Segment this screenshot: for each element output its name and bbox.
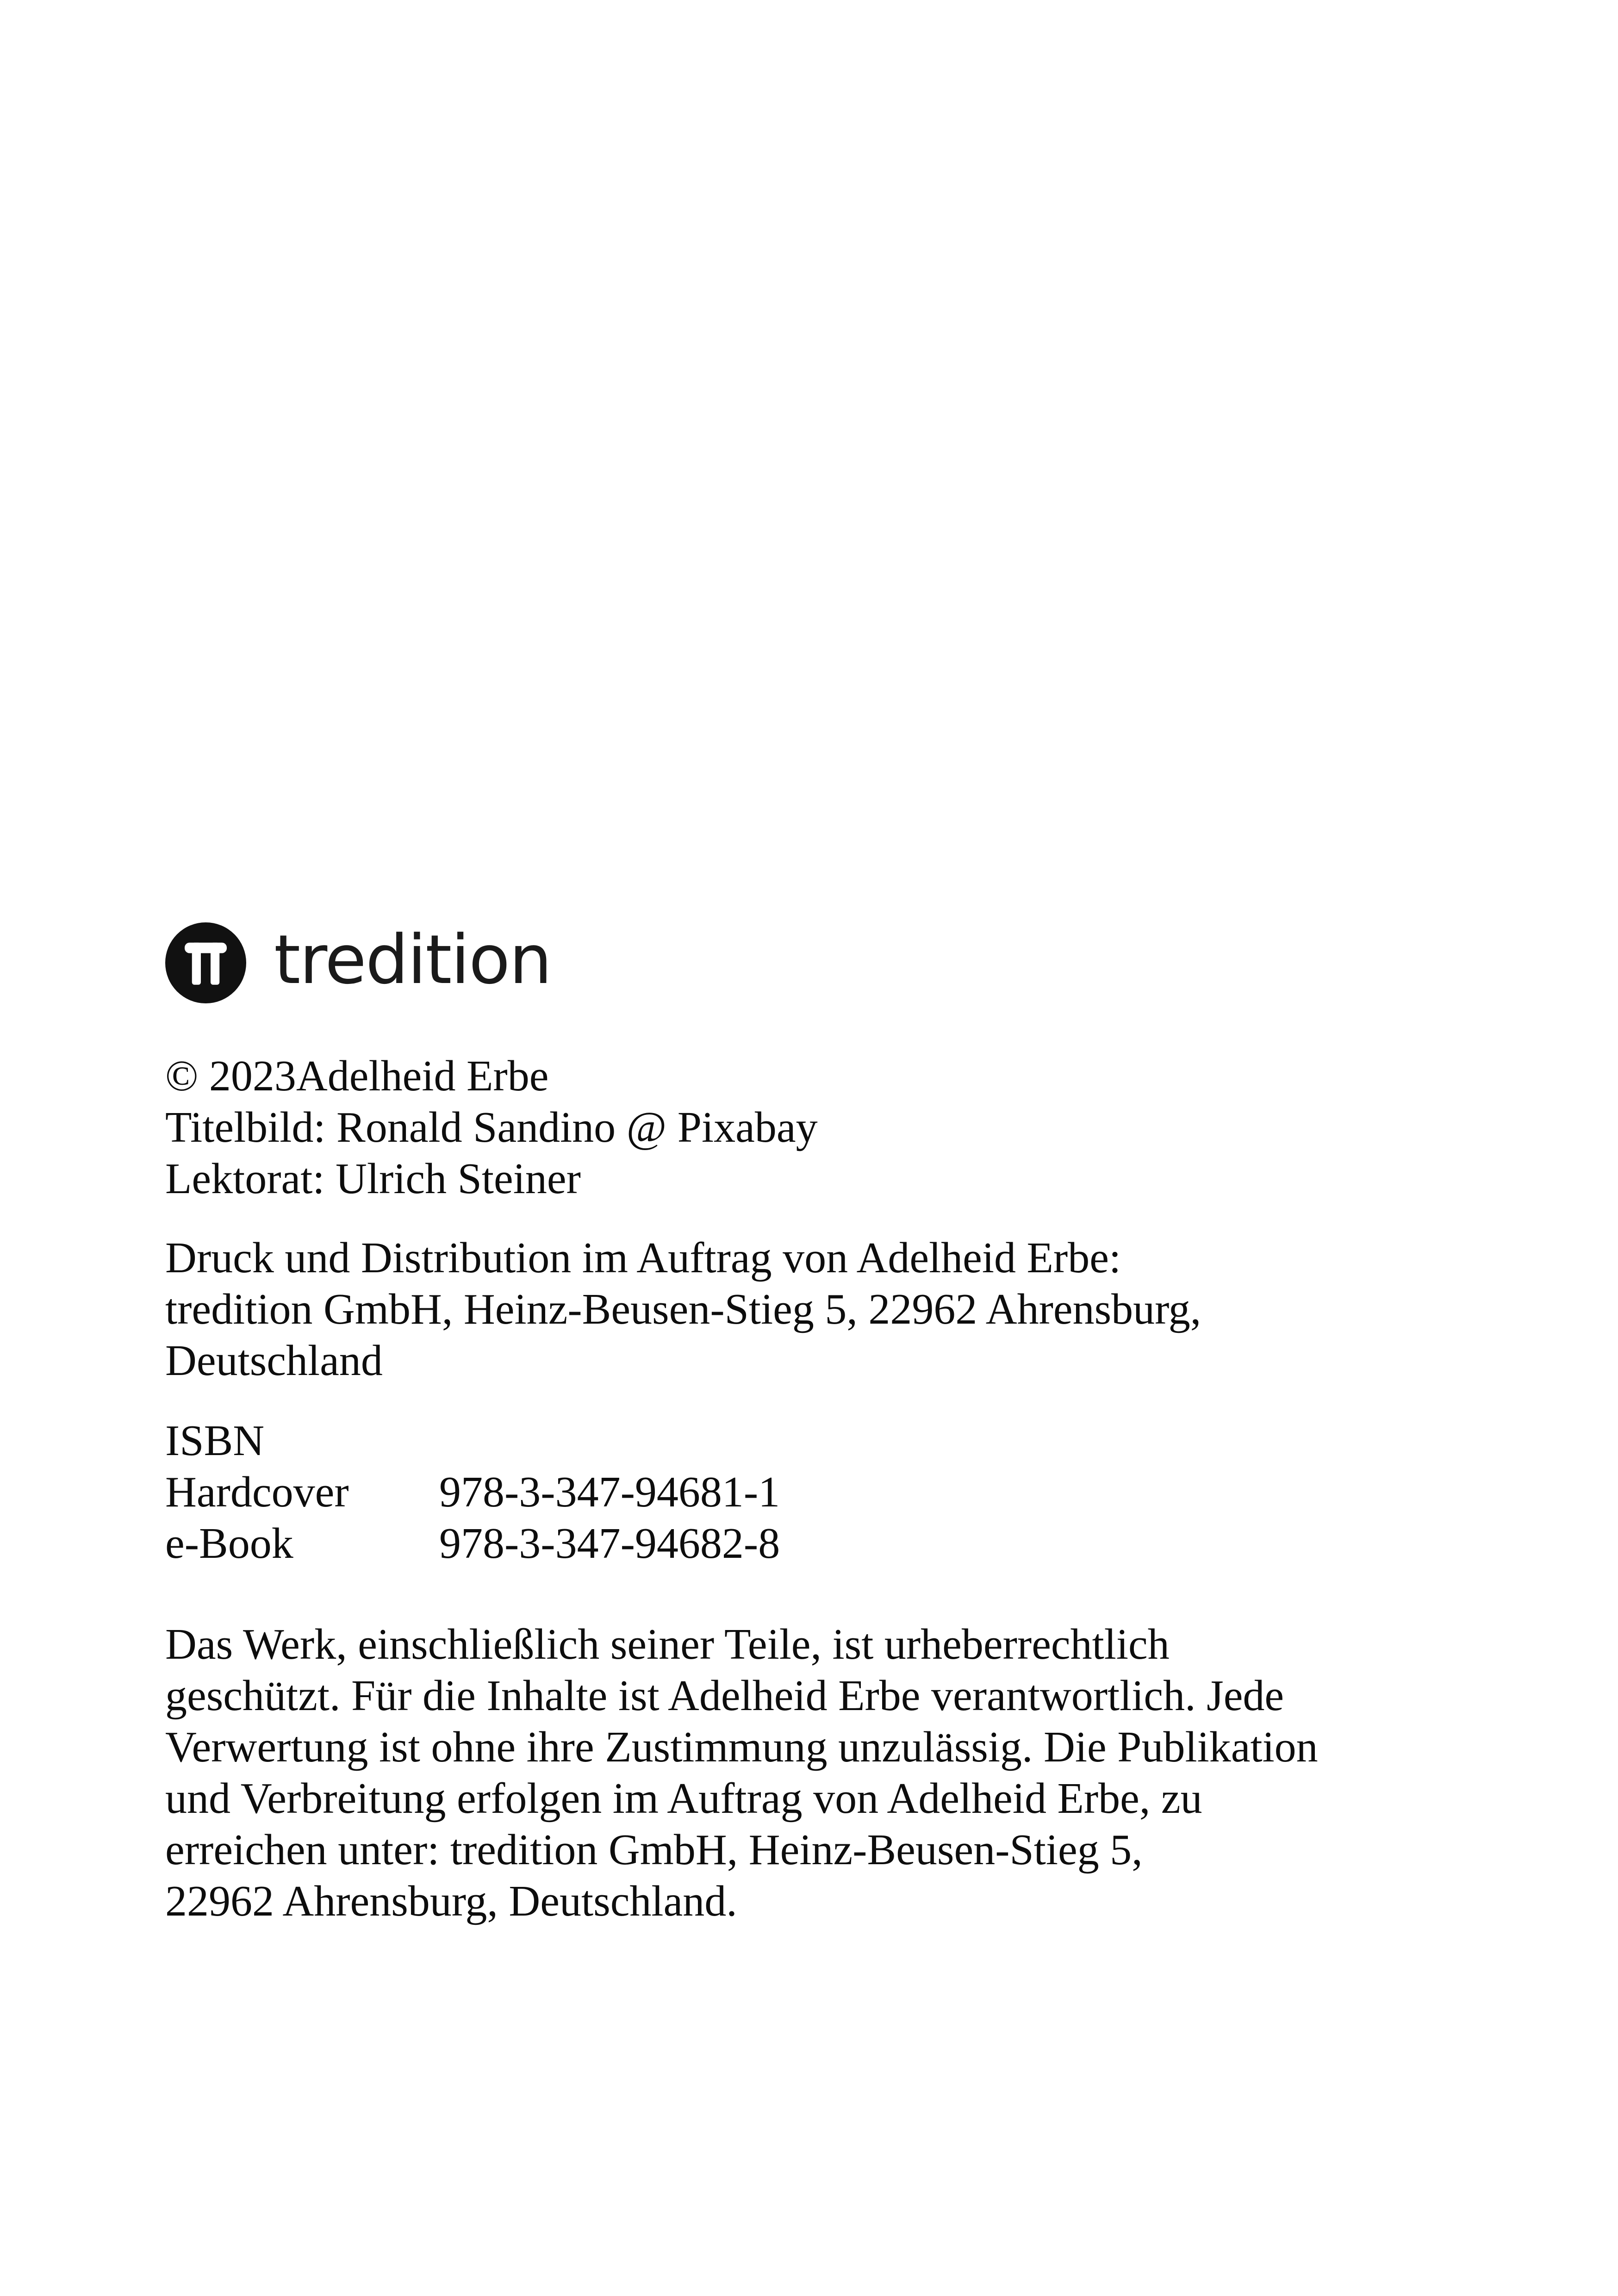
printing-block (165, 1232, 1484, 1387)
isbn-number: 978-3-347-94682-8 (439, 1519, 780, 1568)
isbn-format-label: Hardcover (165, 1468, 349, 1516)
printing-line: Druck und Distribution im Auftrag von Adelheid Erbe: (165, 1234, 1121, 1282)
isbn-row (165, 1467, 1484, 1518)
printing-line: tredition GmbH, Heinz-Beusen-Stieg 5, 22962 Ahrensburg, (165, 1285, 1201, 1333)
rights-line: und Verbreitung erfolgen im Auftrag von Adelheid Erbe, zu (165, 1774, 1202, 1823)
rights-notice (165, 1619, 1484, 1927)
isbn-block (165, 1415, 1484, 1569)
printing-line: Deutschland (165, 1337, 383, 1385)
rights-line: geschützt. Für die Inhalte ist Adelheid Erbe verantwortlich. Jede (165, 1672, 1284, 1720)
rights-line: Das Werk, einschließlich seiner Teile, ist urheberrechtlich (165, 1620, 1170, 1668)
rights-line: erreichen unter: tredition GmbH, Heinz-Beusen-Stieg 5, (165, 1826, 1143, 1874)
rights-line: 22962 Ahrensburg, Deutschland. (165, 1877, 737, 1925)
cover-image-credit: Titelbild: Ronald Sandino @ Pixabay (165, 1103, 818, 1151)
rights-line: Verwertung ist ohne ihre Zustimmung unzulässig. Die Publikation (165, 1723, 1318, 1771)
isbn-heading: ISBN (165, 1417, 265, 1465)
tredition-logo-icon (165, 922, 246, 1003)
copyright-line: © 2023Adelheid Erbe (165, 1052, 549, 1100)
isbn-row (165, 1518, 1484, 1569)
credits-block (165, 1051, 1484, 1205)
isbn-number: 978-3-347-94681-1 (439, 1468, 780, 1516)
publisher-logo (165, 921, 551, 1004)
imprint-content (165, 1051, 1484, 1927)
editing-credit: Lektorat: Ulrich Steiner (165, 1155, 581, 1203)
isbn-format-label: e-Book (165, 1519, 293, 1568)
publisher-wordmark: tredition (274, 921, 551, 999)
